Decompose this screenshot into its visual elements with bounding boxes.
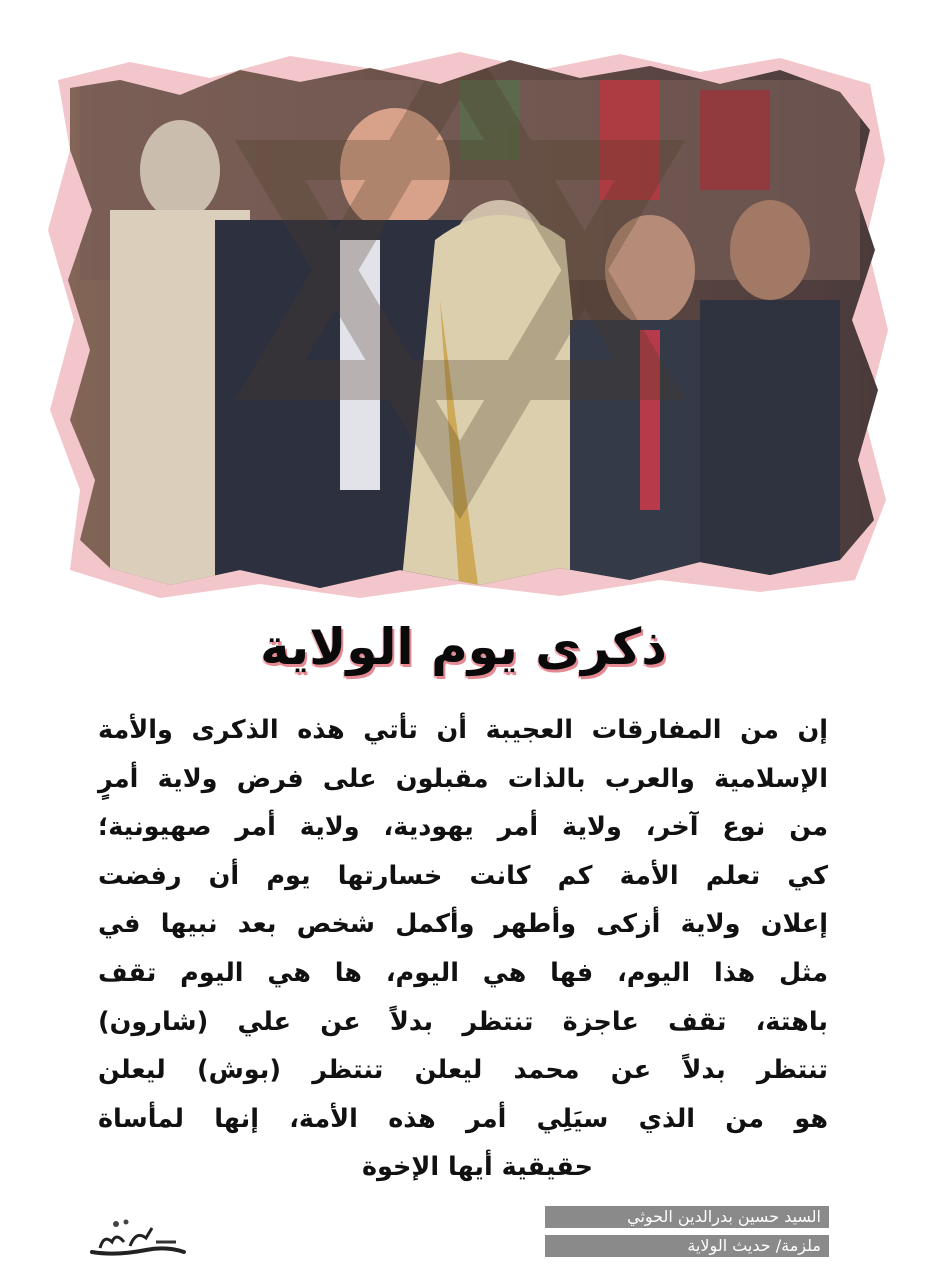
body-line: تنتظر بدلاً عن محمد ليعلن تنتظر (بوش) ليعلن xyxy=(98,1055,828,1086)
brand-logo xyxy=(86,1212,190,1262)
body-paragraph xyxy=(98,706,828,1192)
body-line: مثل هذا اليوم، فها هي اليوم، ها هي اليوم تقف xyxy=(98,957,828,988)
author-label: السيد حسين بدرالدين الحوثي xyxy=(545,1206,829,1228)
body-line: كي تعلم الأمة كم كانت خسارتها يوم أن رفضت xyxy=(98,860,828,891)
body-line: إن من المفارقات العجيبة أن تأتي هذه الذكرى والأمة xyxy=(98,715,828,745)
body-line: باهتة، تقف عاجزة تنتظر بدلاً عن علي (شارون) xyxy=(98,1006,828,1037)
body-line: من نوع آخر، ولاية أمر يهودية، ولاية أمر صهيونية؛ xyxy=(98,812,828,843)
body-line: إعلان ولاية أزكى وأطهر وأكمل شخص بعد نبيها في xyxy=(98,909,828,940)
body-line: الإسلامية والعرب بالذات مقبلون على فرض ولاية أمرٍ xyxy=(98,763,828,794)
header-photo xyxy=(40,40,890,600)
booklet-label: ملزمة/ حديث الولاية xyxy=(545,1235,829,1257)
page-title: ذكرى يوم الولاية xyxy=(260,618,667,676)
body-line: هو من الذي سيَلِي أمر هذه الأمة، إنها لمأساة xyxy=(98,1103,828,1134)
body-line: حقيقية أيها الإخوة xyxy=(362,1152,593,1183)
